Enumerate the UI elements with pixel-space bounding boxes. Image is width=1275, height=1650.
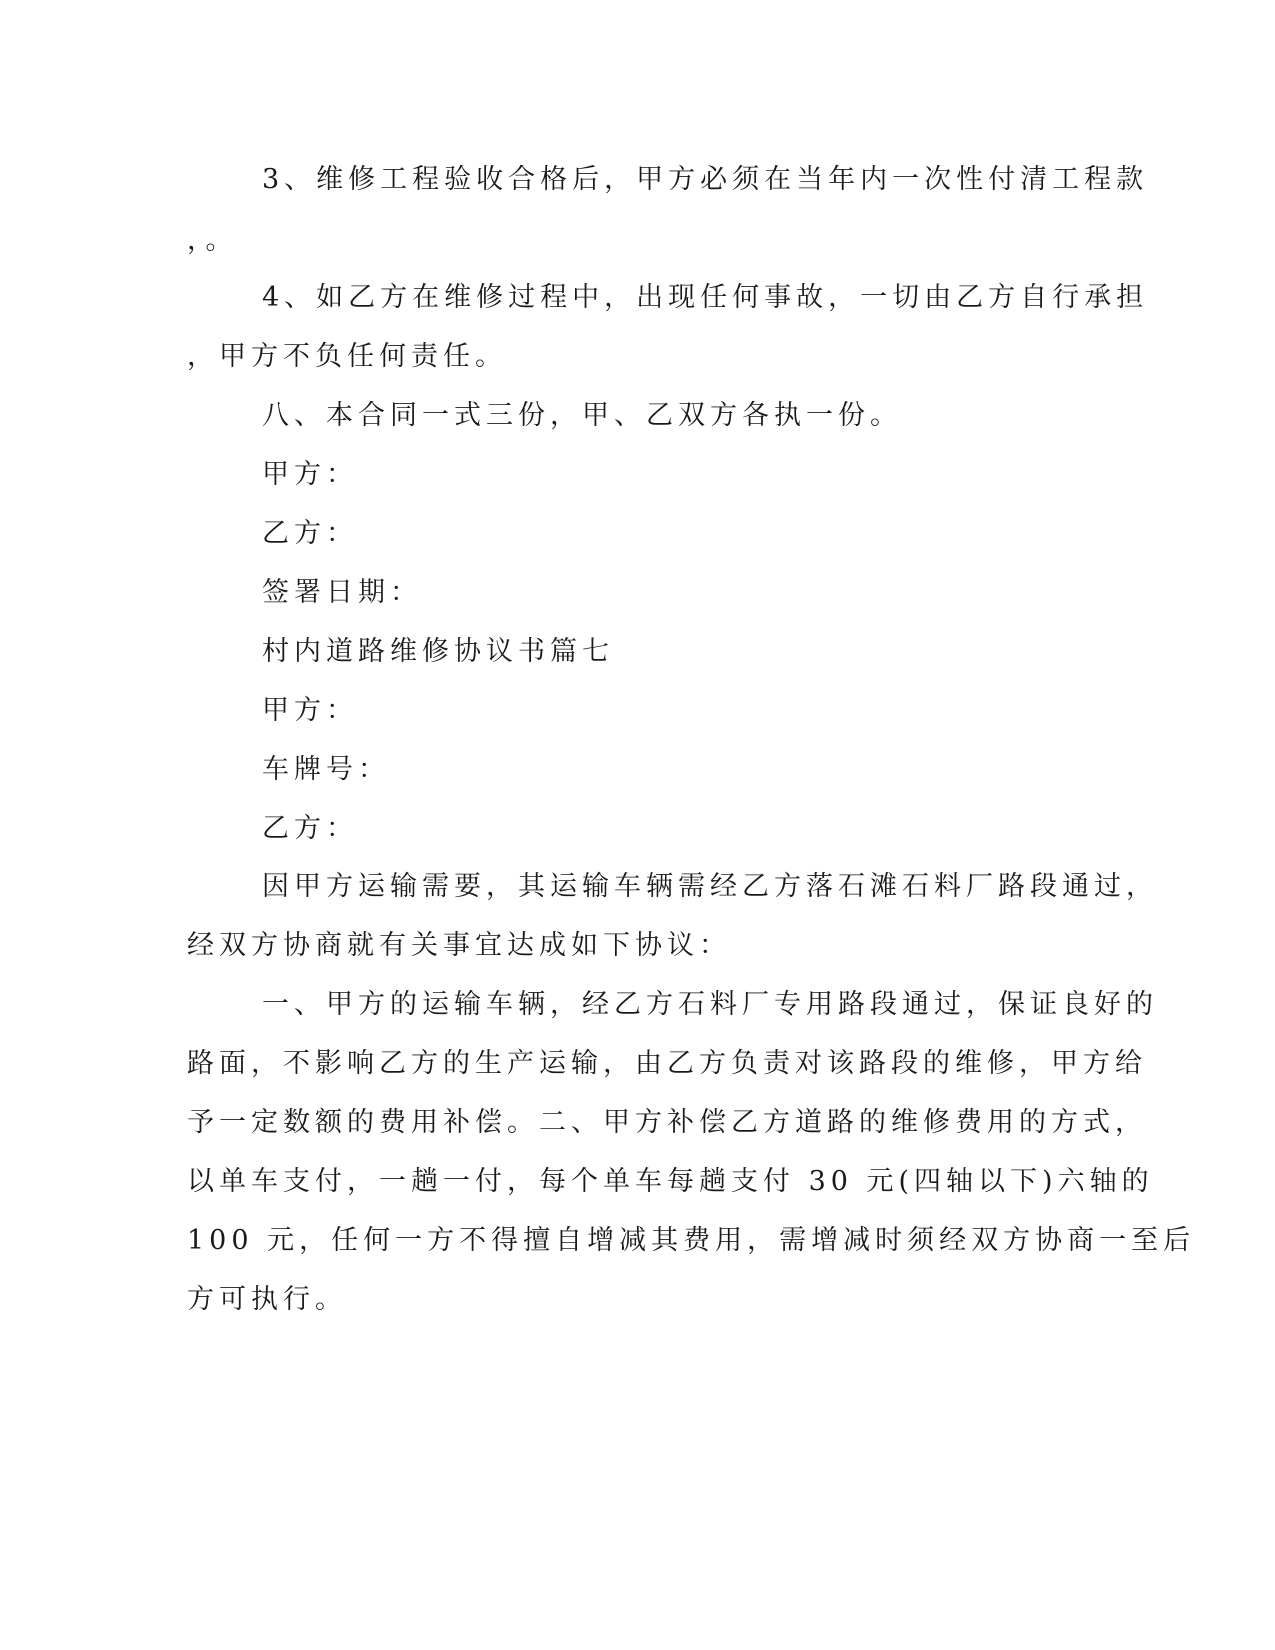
text-line: 八、本合同一式三份，甲、乙双方各执一份。 (262, 400, 902, 431)
section-title: 村内道路维修协议书篇七 (262, 636, 614, 667)
license-plate-field: 车牌号： (262, 754, 390, 785)
text-line: 一、甲方的运输车辆，经乙方石料厂专用路段通过，保证良好的 (262, 989, 1158, 1020)
text-line: 方可执行。 (187, 1284, 347, 1315)
party-a-field: 甲方： (262, 695, 358, 726)
text-line: ，甲方不负任何责任。 (187, 341, 507, 372)
text-line: 予一定数额的费用补偿。二、甲方补偿乙方道路的维修费用的方式， (187, 1107, 1147, 1138)
signature-date-field: 签署日期： (262, 577, 422, 608)
text-line: 100 元，任何一方不得擅自增减其费用，需增减时须经双方协商一至后 (187, 1225, 1196, 1256)
party-b-field: 乙方： (262, 813, 358, 844)
text-line: 以单车支付，一趟一付，每个单车每趟支付 30 元(四轴以下)六轴的 (187, 1166, 1154, 1197)
text-line: ，。 (187, 225, 238, 256)
signature-field-party-b: 乙方： (262, 518, 358, 549)
text-line: 因甲方运输需要，其运输车辆需经乙方落石滩石料厂路段通过， (262, 871, 1158, 902)
text-line: 3、维修工程验收合格后，甲方必须在当年内一次性付清工程款 (262, 164, 1149, 195)
text-line: 经双方协商就有关事宜达成如下协议： (187, 930, 731, 961)
signature-field-party-a: 甲方： (262, 459, 358, 490)
text-line: 路面，不影响乙方的生产运输，由乙方负责对该路段的维修，甲方给 (187, 1048, 1147, 1079)
text-line: 4、如乙方在维修过程中，出现任何事故，一切由乙方自行承担 (262, 282, 1149, 313)
